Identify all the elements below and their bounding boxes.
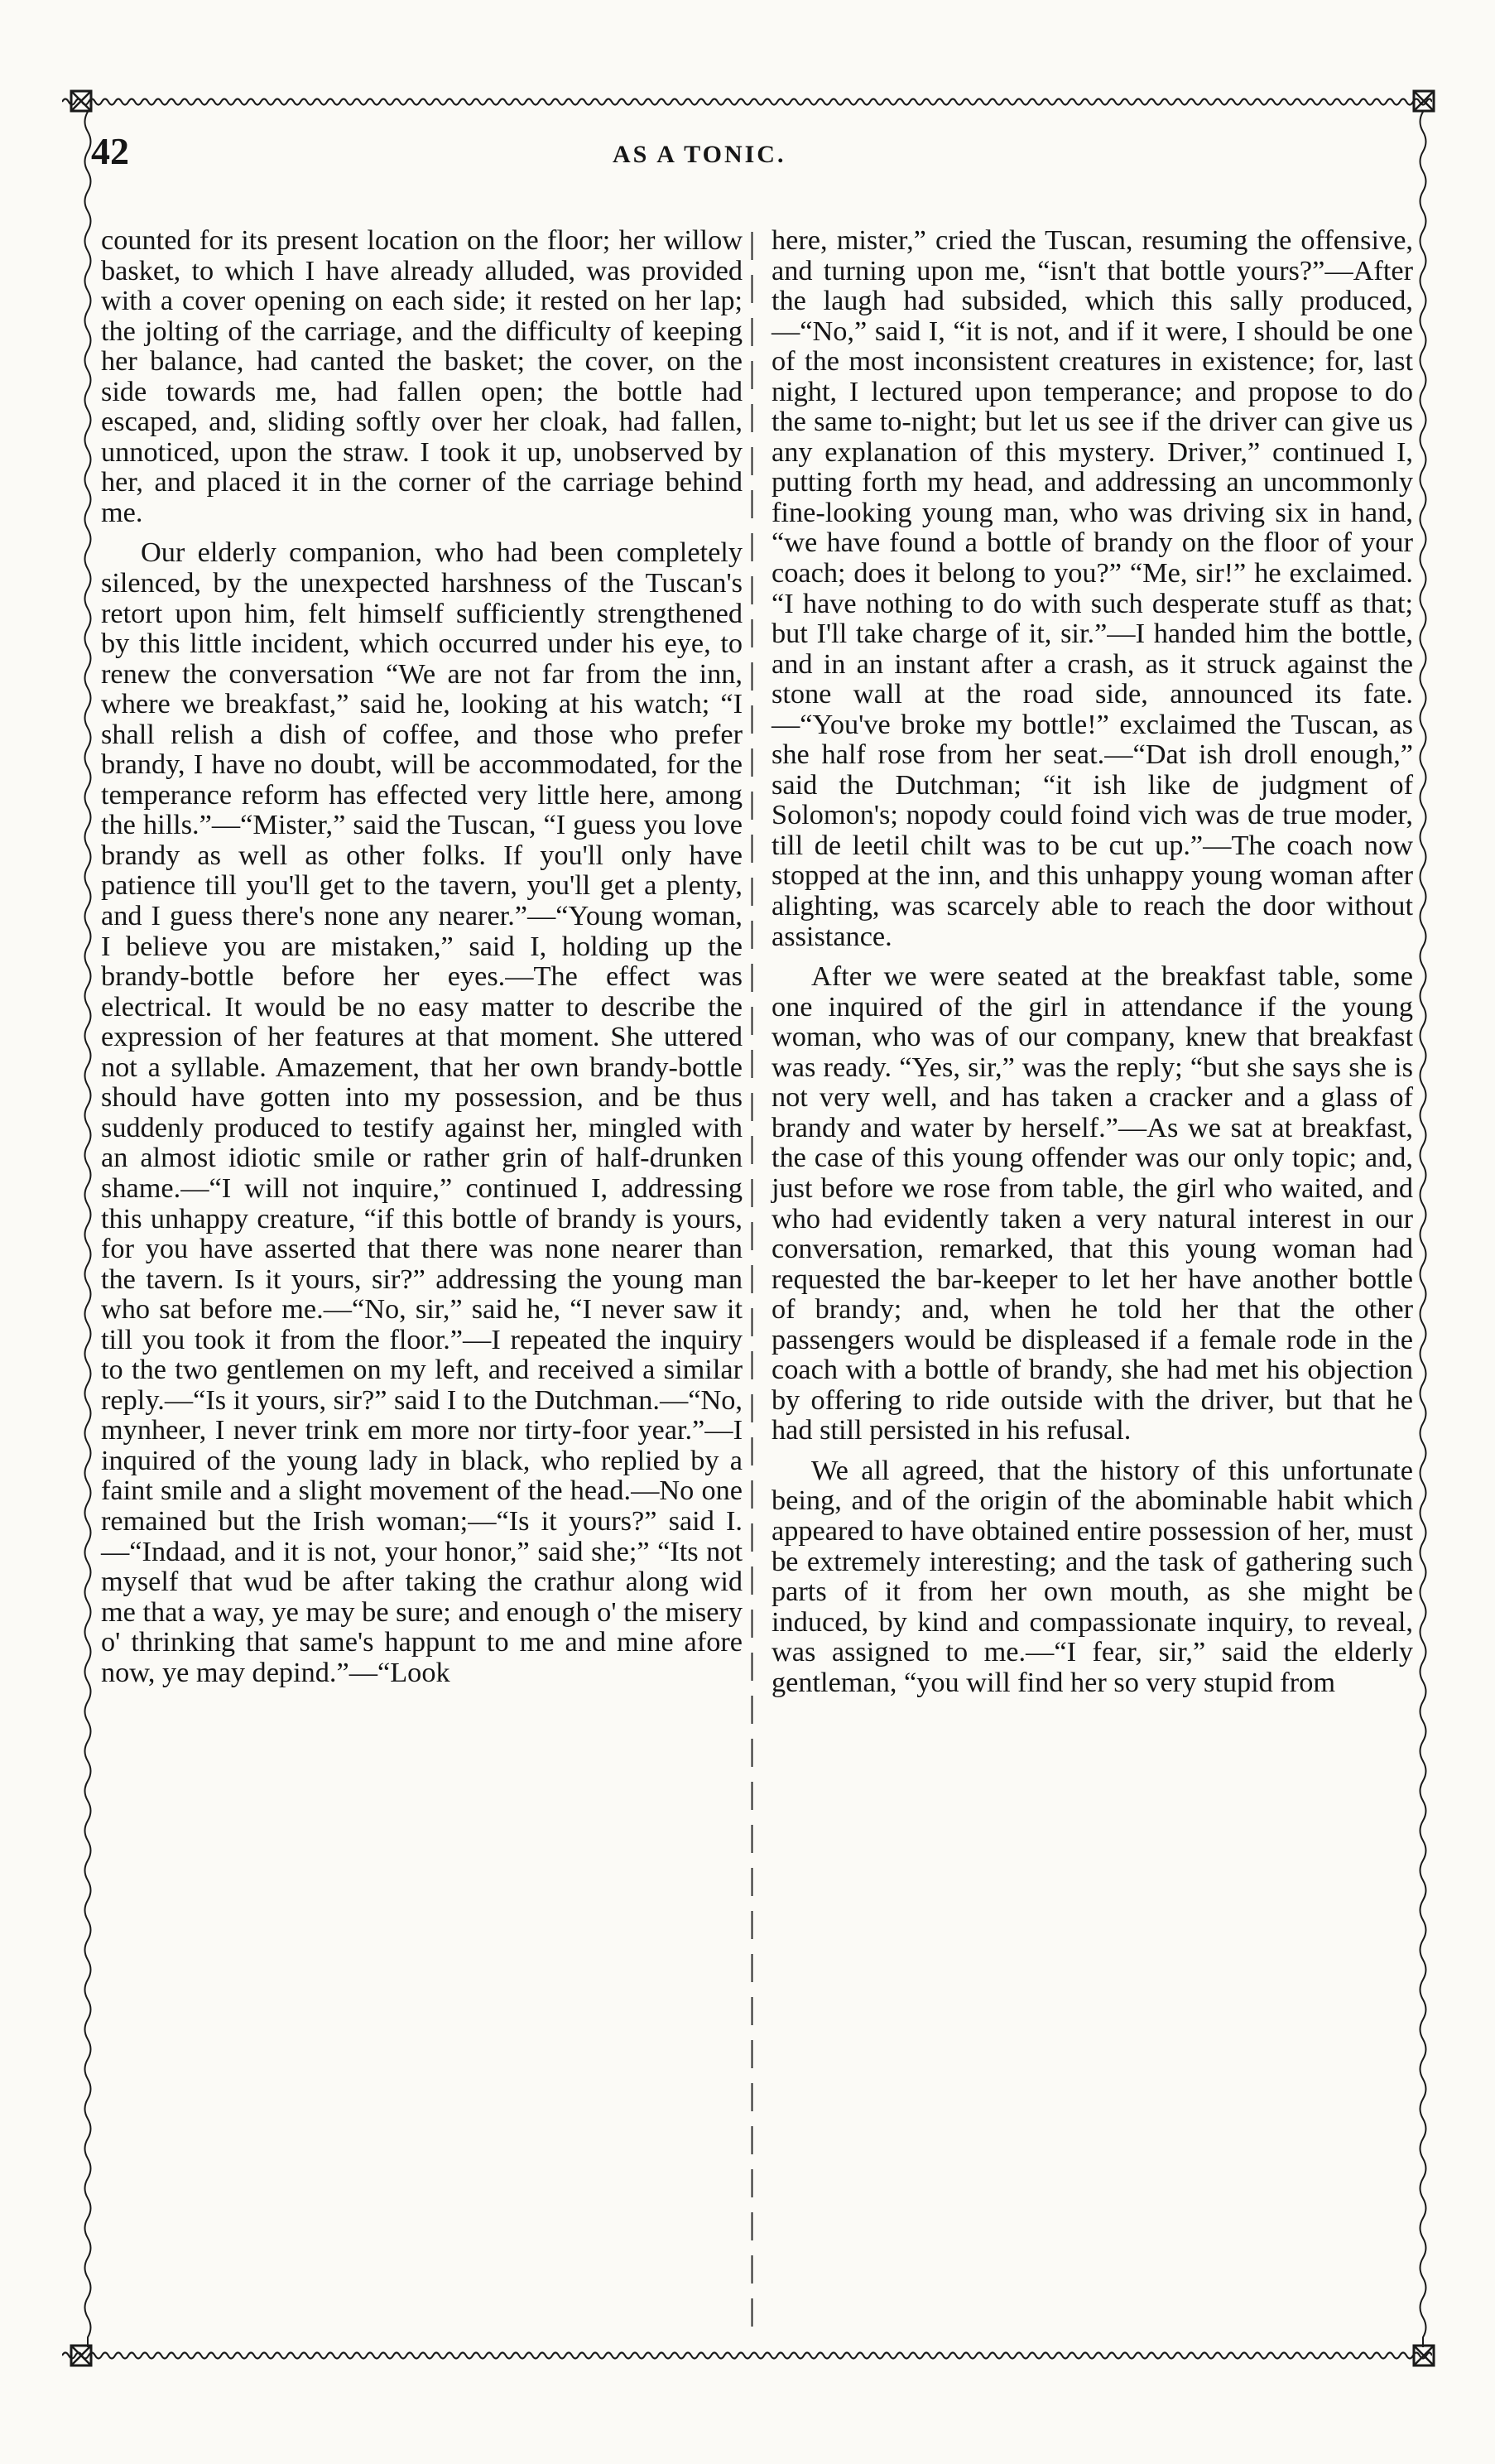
running-title: AS A TONIC. [613,141,786,168]
left-border-ornament [79,112,97,2347]
page-number: 42 [91,130,129,172]
corner-ornament-icon [65,2339,98,2372]
bottom-border-ornament [62,2343,1432,2368]
left-column [101,225,743,2345]
right-paragraph-3: We all agreed, that the history of this unfortunate being, and of the origin of the abominable habit which appeared to have obtained entire possession of her, must be extremely interesting; and the task of gathering such parts of it from her own mouth, as she might be induced, by kind and compassionate inquiry, to reveal, was assigned to me.—“I fear, sir,” said the elderly gentleman, “you will find her so very stupid from [772,1454,1413,1698]
left-paragraph-1: counted for its present location on the floor; her willow basket, to which I have already alluded, was provided with a cover opening on each side; it rested on her lap; the jolting of the carriage, and the difficulty of keeping her balance, had canted the basket; the cover, on the side towards me, had fallen open; the bottle had escaped, and, sliding softly over her cloak, had fallen, unnoticed, upon the straw. I took it up, unobserved by her, and placed it in the corner of the carriage behind me. [101,224,743,528]
right-border-ornament [1414,112,1432,2347]
right-column [772,225,1413,2345]
corner-ornament-icon [65,84,98,118]
corner-ornament-icon [1407,84,1440,118]
left-paragraph-2: Our elderly companion, who had been completely silenced, by the unexpected harshness of the Tuscan's retort upon him, felt himself sufficiently strengthened by this little incident, which occurred under his eye, to renew the conversation “We are not far from the inn, where we breakfast,” said he, looking at his watch; “I shall relish a dish of coffee, and those who prefer brandy, I have no doubt, will be accommodated, for the temperance reform has effected very little here, among the hills.”—“Mister,” said the Tuscan, “I guess you love brandy as well as other folks. If you'll only have patience till you'll get to the tavern, you'll get a plenty, and I guess there's none any nearer.”—“Young woman, I believe you are mistaken,” said I, holding up the brandy-bottle before her eyes.—The effect was electrical. It would be no easy matter to describe the expression of her features at that moment. She uttered not a syllable. Amazement, that her own brandy-bottle should have gotten into my possession, and be thus suddenly produced to testify against her, mingled with an almost idiotic smile or rather grin of half-drunken shame.—“I will not inquire,” continued I, addressing this unhappy creature, “if this bottle of brandy is yours, for you have asserted that there was none nearer than the tavern. Is it yours, sir?” addressing the young man who sat before me.—“No, sir,” said he, “I never saw it till you took it from the floor.”—I repeated the inquiry to the two gentlemen on my left, and received a similar reply.—“Is it yours, sir?” said I to the Dutchman.—“No, mynheer, I never trink em more nor tirty-foor year.”—I inquired of the young lady in black, who replied by a faint smile and a slight movement of the head.—No one remained but the Irish woman;—“Is it yours?” said I.—“Indaad, and it is not, your honor,” said she;” “Its not myself that wud be after taking the crathur along wid me that a way, ye may be sure; and enough o' the misery o' thrinking that same's happunt to me and mine afore now, ye may depind.”—“Look [101,537,743,1688]
right-paragraph-2: After we were seated at the breakfast table, some one inquired of the girl in attendance if the young woman, who was of our company, knew that breakfast was ready. “Yes, sir,” was the reply; “but she says she is not very well, and has taken a cracker and a glass of brandy and water by herself.”—As we sat at breakfast, the case of this young offender was our only topic; and, just before we rose from table, the girl who waited, and who had evidently taken a very natural interest in our conversation, remarked, that this young woman had requested the bar-keeper to let her have another bottle of brandy; and, when he told her that the other passengers would be displeased if a female rode in the coach with a bottle of brandy, she had met his objection by offering to ride outside with the driver, but that he had still persisted in his refusal. [772,960,1413,1446]
column-divider [751,232,753,2335]
top-border-ornament [62,89,1432,114]
right-paragraph-1: here, mister,” cried the Tuscan, resuming the offensive, and turning upon me, “isn't that bottle yours?”—After the laugh had subsided, which this sally produced,—“No,” said I, “it is not, and if it were, I should be one of the most inconsistent creatures in existence; for, last night, I lectured upon temperance; and propose to do the same to-night; but let us see if the driver can give us any explanation of this mystery. Driver,” continued I, putting forth my head, and addressing an uncommonly fine-looking young man, who was driving six in hand, “we have found a bottle of brandy on the floor of your coach; does it belong to you?” “Me, sir!” he exclaimed. “I have nothing to do with such desperate stuff as that; but I'll take charge of it, sir.”—I handed him the bottle, and in an instant after a crash, as it struck against the stone wall at the road side, announced its fate.—“You've broke my bottle!” exclaimed the Tuscan, as she half rose from her seat.—“Dat ish droll enough,” said the Dutchman; “it ish like de judgment of Solomon's; nopody could foind vich was de true moder, till de leetil chilt was to be cut up.”—The coach now stopped at the inn, and this unhappy young woman after alighting, was scarcely able to reach the door without assistance. [772,224,1413,952]
